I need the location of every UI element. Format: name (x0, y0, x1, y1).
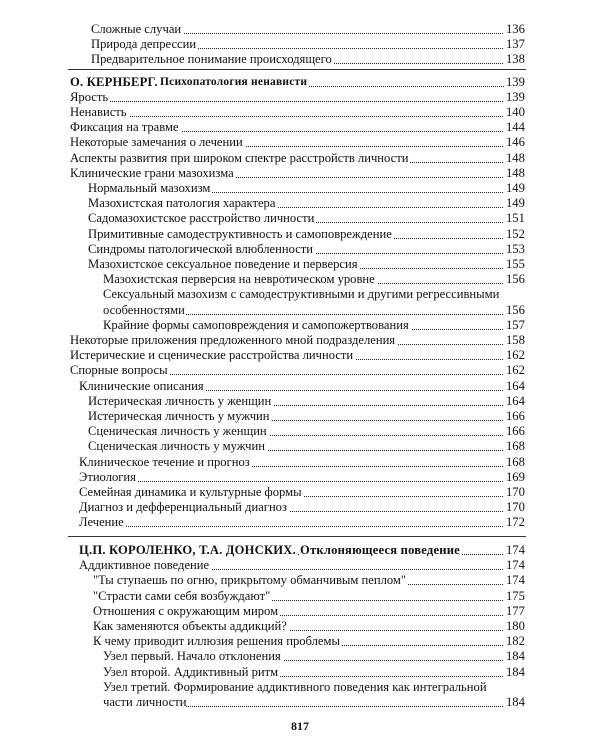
toc-entry-title: Мазохистская патология характера (88, 196, 276, 211)
toc-entry-title: Синдромы патологической влюбленности (88, 241, 314, 256)
toc-entry-title: Сценическая личность у женщин (88, 424, 267, 439)
toc-entry-page: 138 (506, 52, 525, 67)
toc-entry-page: 162 (506, 363, 525, 378)
toc-entry-title: Ярость (70, 89, 109, 104)
toc-entry-page: 136 (506, 22, 525, 36)
toc-entry-page: 140 (506, 105, 525, 119)
toc-entry-title: Спорные вопросы (70, 363, 168, 378)
toc-entry-title: Некоторые замечания о лечении (70, 135, 243, 150)
toc-entry-page: 168 (506, 439, 525, 454)
toc-entry-title: Сексуальный мазохизм с самодеструктивными и другими регрессивными (103, 287, 500, 302)
toc-entry-page: 175 (506, 588, 525, 603)
toc-entry-page: 139 (506, 89, 525, 104)
toc-entry-page: 164 (506, 378, 525, 393)
toc-entry-page: 166 (506, 409, 525, 423)
toc-entry-page: 155 (506, 257, 525, 271)
toc-entry-page: 156 (506, 302, 525, 317)
toc-entry-title-continuation: особенностями (103, 302, 185, 317)
toc-entry-title: Лечение (79, 515, 124, 530)
toc-entry-page: 172 (506, 515, 525, 530)
toc-entry-page: 149 (506, 196, 525, 211)
toc-entry-page: 152 (506, 226, 525, 241)
toc-entry-page: 137 (506, 37, 525, 52)
toc-entry-title: Аспекты развития при широком спектре расстройств личности (70, 150, 409, 165)
toc-entry-page: 174 (506, 543, 525, 557)
toc-entry-page: 174 (506, 558, 525, 573)
toc-entry (0, 51, 600, 68)
toc-entry-page: 156 (506, 272, 525, 287)
toc-entry-page: 157 (506, 317, 525, 332)
toc-entry-title: К чему приводит иллюзия решения проблемы (93, 634, 340, 649)
toc-entry-page: 170 (506, 485, 525, 499)
toc-entry-title: "Страсти сами себя возбуждают" (93, 588, 271, 603)
toc-entry-title: Диагноз и дефференциальный диагноз (79, 500, 287, 515)
toc-entry-title: "Ты ступаешь по огню, прикрытому обманчивым пеплом" (93, 573, 407, 588)
section-divider (68, 69, 526, 70)
toc-entry (0, 514, 600, 531)
toc-author: О. КЕРНБЕРГ. (70, 74, 158, 89)
toc-entry-page: 170 (506, 500, 525, 515)
toc-entry-title-continuation: части личности (103, 695, 187, 709)
toc-entry-title: Сценическая личность у мужчин (88, 439, 265, 454)
toc-entry-title: Отношения с окружающим миром (93, 603, 279, 618)
toc-entry (0, 694, 600, 711)
toc-entry-page: 149 (506, 181, 525, 195)
toc-entry-title: Садомазохистское расстройство личности (88, 211, 315, 226)
toc-entry-title: Природа депрессии (91, 37, 197, 52)
toc-entry-title: Как заменяются объекты аддикций? (93, 619, 287, 633)
toc-entry-title: Этиология (79, 469, 136, 484)
toc-entry-title: Сложные случаи (91, 22, 182, 36)
toc-entry-page: 182 (506, 634, 525, 649)
toc-entry-page: 162 (506, 348, 525, 363)
page-number: 817 (291, 719, 309, 733)
toc-entry-page: 158 (506, 333, 525, 347)
toc-entry-title: Клиническое течение и прогноз (79, 454, 250, 469)
section-divider (68, 536, 526, 537)
toc-entry-page: 168 (506, 454, 525, 469)
toc-entry-page: 184 (506, 649, 525, 664)
toc-entry-title: Клинические грани мазохизма (70, 165, 234, 180)
toc-entry-title: Мазохистское сексуальное поведение и перверсия (88, 257, 358, 271)
toc-entry-title: Узел второй. Аддиктивный ритм (103, 664, 279, 679)
toc-entry-title: Предварительное понимание происходящего (91, 52, 332, 67)
toc-entry-title: Ненависть (70, 105, 127, 119)
toc-entry-title: Психопатология ненависти (160, 74, 309, 91)
toc-entry-page: 180 (506, 619, 525, 633)
toc-entry-title: Аддиктивное поведение (79, 558, 210, 573)
toc-entry-title: Фиксация на травме (70, 120, 179, 135)
toc-entry-title: Истерические и сценические расстройства личности (70, 348, 354, 363)
toc-entry-title: Мазохистская перверсия на невротическом уровне (103, 272, 375, 287)
toc-entry-page: 146 (506, 135, 525, 150)
toc-entry-page: 151 (506, 211, 525, 226)
toc-entry-title: Клинические описания (79, 378, 204, 393)
toc-entry-page: 184 (506, 695, 525, 709)
leader-dots (79, 514, 503, 527)
leader-dots (70, 104, 503, 117)
toc-entry-page: 166 (506, 424, 525, 439)
toc-entry-title: Семейная динамика и культурные формы (79, 485, 302, 499)
toc-entry-page: 184 (506, 664, 525, 679)
toc-entry-page: 148 (506, 165, 525, 180)
toc-entry-page: 169 (506, 469, 525, 484)
toc-entry-title: Отклоняющееся поведение (300, 543, 460, 557)
toc-entry-title: Истерическая личность у мужчин (88, 409, 270, 423)
toc-entry-page: 153 (506, 241, 525, 256)
toc-entry-title: Нормальный мазохизм (88, 181, 211, 195)
toc-entry-page: 177 (506, 603, 525, 618)
toc-entry-title: Узел первый. Начало отклонения (103, 649, 281, 664)
leader-dots (79, 469, 503, 482)
toc-entry-page: 139 (506, 74, 525, 89)
toc-entry-page: 148 (506, 150, 525, 165)
toc-author: Ц.П. КОРОЛЕНКО, Т.А. ДОНСКИХ. (79, 543, 296, 557)
toc-entry-page: 164 (506, 393, 525, 408)
toc-entry-title: Некоторые приложения предложенного мной подразделения (70, 333, 396, 347)
toc-entry-page: 174 (506, 573, 525, 588)
toc-entry-title: Крайние формы самоповреждения и самопожертвования (103, 317, 409, 332)
toc-entry-title: Истерическая личность у женщин (88, 393, 272, 408)
toc-entry-title: Примитивные самодеструктивность и самоповреждение (88, 226, 392, 241)
leader-dots (70, 89, 503, 102)
toc-entry-title: Узел третий. Формирование аддиктивного поведения как интегральной (103, 679, 487, 694)
toc-entry-page: 144 (506, 120, 525, 135)
